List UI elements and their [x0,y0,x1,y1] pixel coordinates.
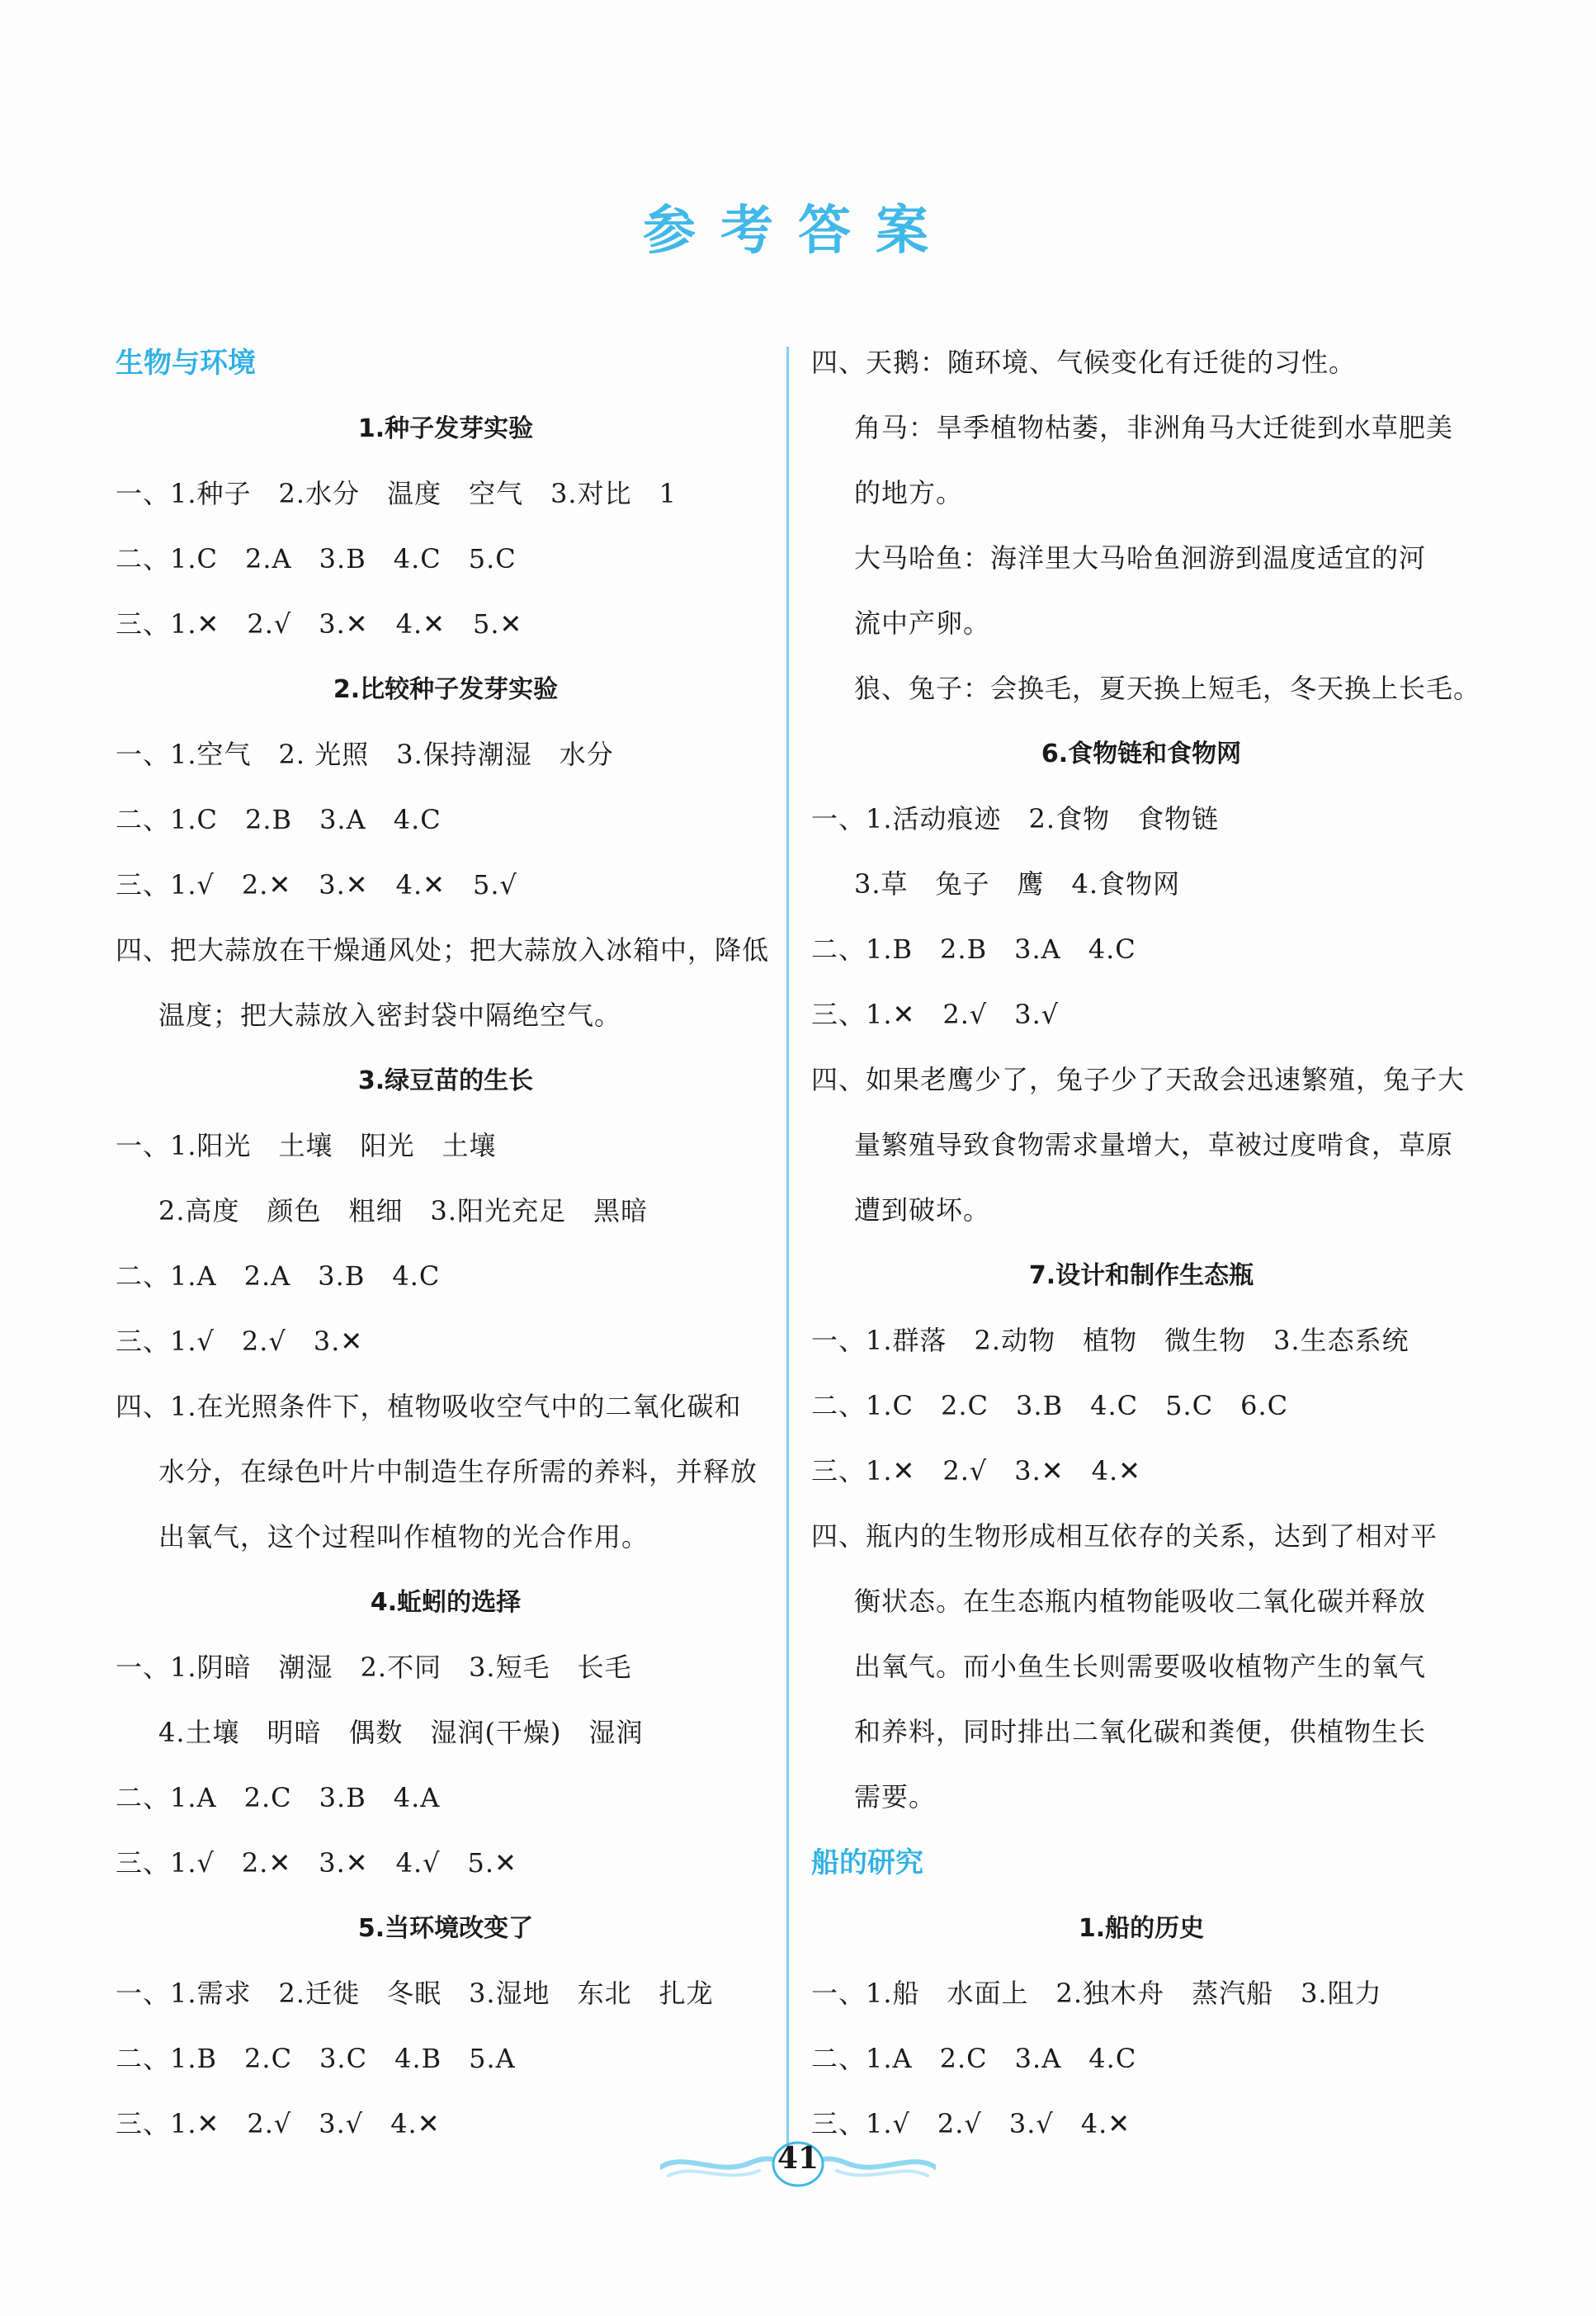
answer-line: 一、1.种子 2.水分 温度 空气 3.对比 1 [116,478,677,509]
answer-line: 三、1.✕ 2.√ 3.√ [811,999,1060,1030]
page-title: 参考答案 [643,201,953,262]
answer-line: 二、1.C 2.B 3.A 4.C [116,804,441,835]
answer-line: 三、1.✕ 2.√ 3.√ 4.✕ [116,2108,441,2139]
answer-line: 一、1.阳光 土壤 阳光 土壤 [116,1130,497,1161]
answer-line: 大马哈鱼：海洋里大马哈鱼洄游到温度适宜的河 [854,542,1427,574]
lesson-title: 7.设计和制作生态瓶 [1028,1261,1254,1290]
answer-line: 二、1.B 2.C 3.C 4.B 5.A [116,2043,516,2074]
answer-line: 一、1.阴暗 潮湿 2.不同 3.短毛 长毛 [116,1652,632,1683]
answer-line: 和养料，同时排出二氧化碳和粪便，供植物生长 [854,1716,1427,1747]
lesson-title: 1.船的历史 [1078,1914,1205,1943]
answer-line: 二、1.C 2.C 3.B 4.C 5.C 6.C [811,1390,1289,1421]
answer-line: 一、1.船 水面上 2.独木舟 蒸汽船 3.阻力 [811,1978,1382,2009]
answer-line: 三、1.✕ 2.√ 3.✕ 4.✕ 5.✕ [116,608,523,640]
answer-line: 四、1.在光照条件下，植物吸收空气中的二氧化碳和 [116,1391,742,1422]
right-column [811,330,1481,2157]
lesson-title: 1.种子发芽实验 [357,414,534,443]
answer-line: 量繁殖导致食物需求量增大，草被过度啃食，草原 [854,1129,1454,1160]
lesson-title: 4.蚯蚓的选择 [370,1588,522,1617]
section-title: 船的研究 [811,1846,923,1879]
answer-line: 四、把大蒜放在干燥通风处；把大蒜放入冰箱中，降低 [116,934,770,966]
answer-line: 温度；把大蒜放入密封袋中隔绝空气。 [158,1000,622,1031]
answer-line: 三、1.√ 2.✕ 3.✕ 4.✕ 5.√ [116,869,517,900]
answer-line: 3.草 兔子 鹰 4.食物网 [854,868,1181,900]
answer-line: 二、1.A 2.A 3.B 4.C [116,1260,441,1292]
left-column [116,330,776,2157]
answer-line: 二、1.A 2.C 3.B 4.A [116,1782,441,1813]
answer-line: 衡状态。在生态瓶内植物能吸收二氧化碳并释放 [854,1586,1427,1617]
answer-line: 流中产卵。 [854,607,991,639]
answer-line: 出氧气，这个过程叫作植物的光合作用。 [158,1521,649,1553]
answer-line: 一、1.活动痕迹 2.食物 食物链 [811,803,1220,834]
lesson-title: 3.绿豆苗的生长 [357,1066,534,1095]
answer-line: 4.土壤 明暗 偶数 湿润(干燥) 湿润 [158,1717,644,1748]
answer-line: 的地方。 [854,477,964,508]
answer-line: 三、1.√ 2.√ 3.✕ [116,1326,364,1357]
answer-line: 四、如果老鹰少了，兔子少了天敌会迅速繁殖，兔子大 [811,1064,1466,1095]
answer-line: 三、1.✕ 2.√ 3.✕ 4.✕ [811,1455,1141,1486]
answer-line: 三、1.√ 2.✕ 3.✕ 4.√ 5.✕ [116,1847,517,1879]
answer-line: 一、1.群落 2.动物 植物 微生物 3.生态系统 [811,1325,1409,1356]
answer-line: 出氧气。而小鱼生长则需要吸收植物产生的氧气 [854,1651,1427,1682]
answer-line: 水分，在绿色叶片中制造生存所需的养料，并释放 [158,1456,758,1487]
answer-line: 四、瓶内的生物形成相互依存的关系，达到了相对平 [811,1520,1438,1552]
column-divider [786,347,789,2146]
section-title: 生物与环境 [116,347,256,380]
answer-line: 狼、兔子：会换毛，夏天换上短毛，冬天换上长毛。 [854,673,1481,704]
answer-line: 2.高度 颜色 粗细 3.阳光充足 黑暗 [158,1195,649,1227]
answer-line: 一、1.需求 2.迁徙 冬眠 3.湿地 东北 扎龙 [116,1978,714,2009]
answer-line: 一、1.空气 2. 光照 3.保持潮湿 水分 [116,739,614,770]
lesson-title: 6.食物链和食物网 [1041,740,1242,768]
answer-line: 二、1.C 2.A 3.B 4.C 5.C [116,543,517,574]
lesson-title: 2.比较种子发芽实验 [333,675,559,704]
answer-line: 二、1.A 2.C 3.A 4.C [811,2043,1137,2074]
answer-line: 三、1.√ 2.√ 3.√ 4.✕ [811,2108,1131,2139]
answer-line: 遭到破坏。 [854,1194,991,1226]
page-footer [0,2134,1596,2192]
answer-line: 四、天鹅：随环境、气候变化有迁徙的习性。 [811,347,1357,378]
answer-line: 二、1.B 2.B 3.A 4.C [811,933,1136,965]
answer-line: 角马：旱季植物枯萎，非洲角马大迁徙到水草肥美 [854,412,1454,443]
page-number: 41 [777,2141,819,2176]
lesson-title: 5.当环境改变了 [357,1914,534,1943]
answer-line: 需要。 [854,1781,937,1813]
